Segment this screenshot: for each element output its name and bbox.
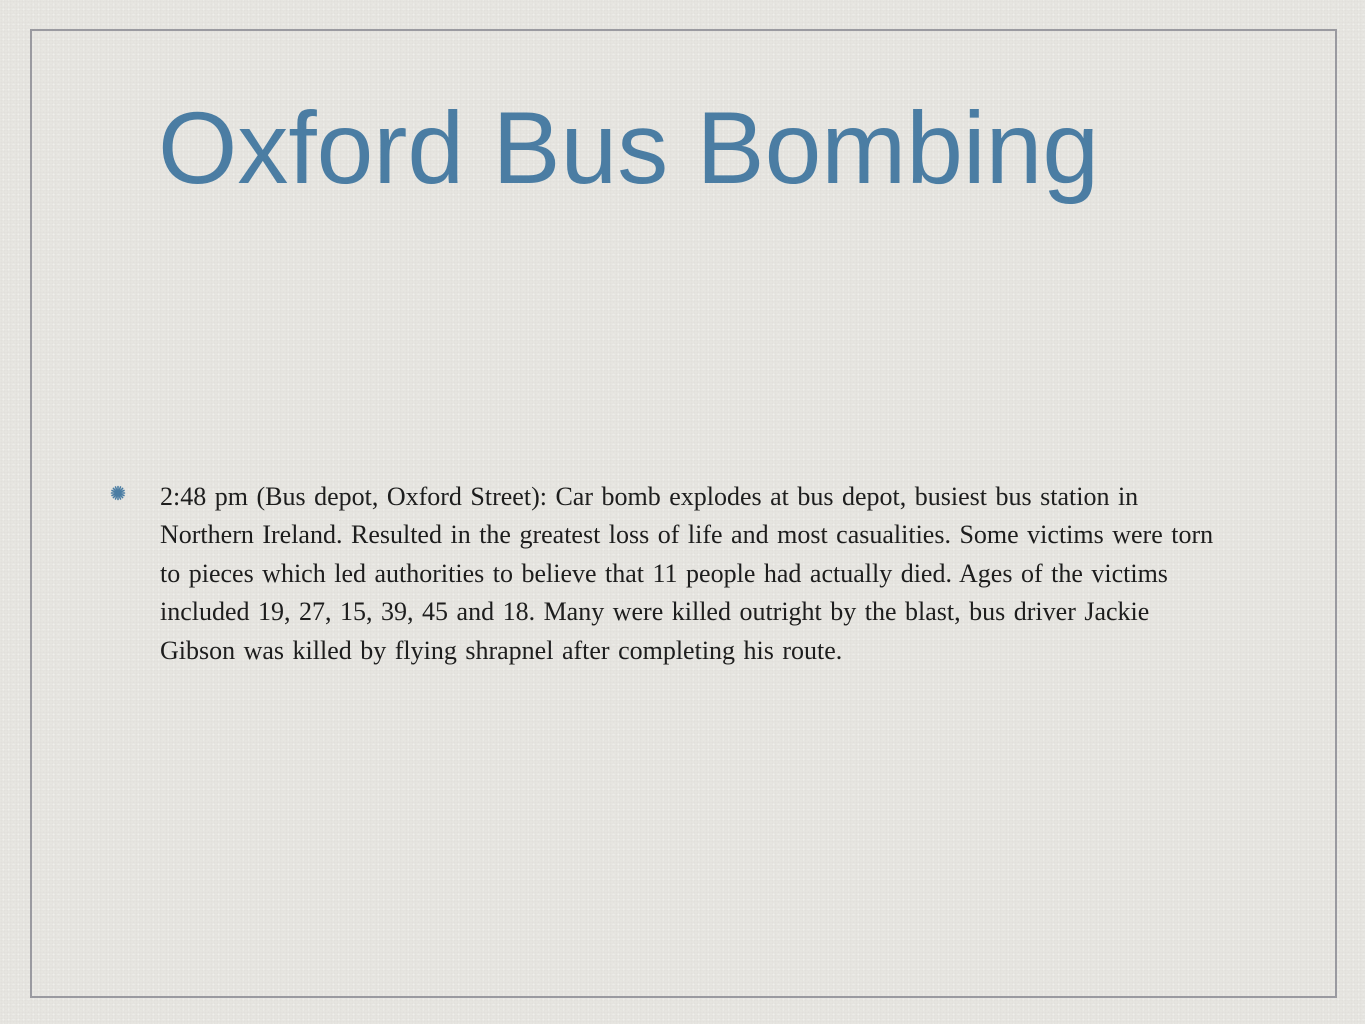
slide-title: Oxford Bus Bombing <box>158 91 1100 205</box>
bullet-text: 2:48 pm (Bus depot, Oxford Street): Car bomb explodes at bus depot, busiest bus station in Northern Ireland. Resulted in the greatest loss of life and most casualities. Some victims were torn to pieces which led authorities to believe that 11 people had actually died. Ages of the victims included 19, 27, 15, 39, 45 and 18. Many were killed outright by the blast, bus driver Jackie Gibson was killed by flying shrapnel after completing his route. <box>160 482 1214 665</box>
bullet-list <box>110 478 1220 670</box>
bullet-item <box>110 478 1220 670</box>
starburst-bullet-icon <box>110 485 126 501</box>
